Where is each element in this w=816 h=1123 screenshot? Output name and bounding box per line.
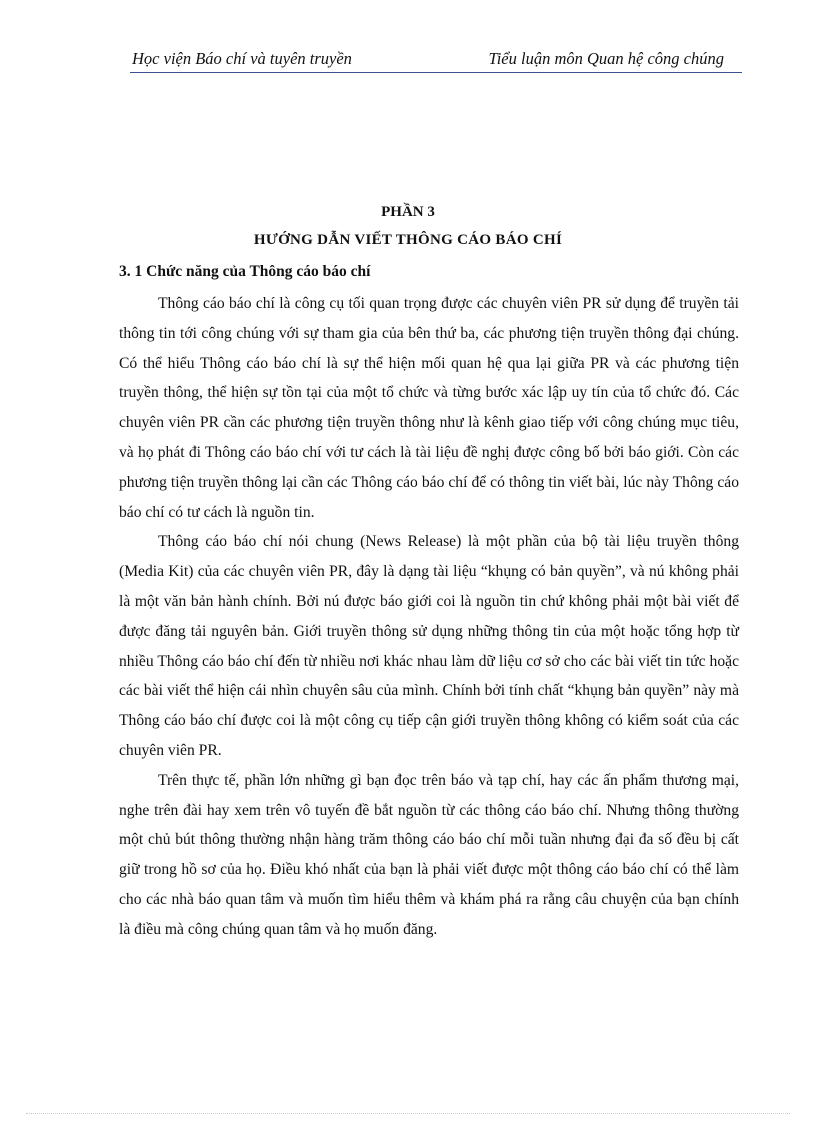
page-header: [130, 46, 742, 73]
paragraph: Trên thực tế, phần lớn những gì bạn đọc trên báo và tạp chí, hay các ấn phẩm thương mại, nghe trên đài hay xem trên vô tuyến đề bắt nguồn từ các thông cáo báo chí. Nhưng thông thường một chủ bút thông thường nhận hàng trăm thông cáo báo chí mỗi tuần nhưng đại đa số đều bị cất giữ trong hồ sơ của họ. Điều khó nhất của bạn là phải viết được một thông cáo báo chí có thể làm cho các nhà báo quan tâm và muốn tìm hiểu thêm và khám phá ra rằng câu chuyện của bạn chính là điều mà công chúng quan tâm và họ muốn đăng.: [119, 771, 739, 938]
chapter-title: HƯỚNG DẪN VIẾT THÔNG CÁO BÁO CHÍ: [253, 232, 563, 248]
part-title: PHẦN 3: [381, 204, 435, 220]
paragraph: Thông cáo báo chí nói chung (News Release) là một phần của bộ tài liệu truyền thông (Media Kit) của các chuyên viên PR, đây là dạng tài liệu “khụng có bản quyền”, và nú không phải là một văn bản hành chính. Bởi nú được báo giới coi là nguồn tin chứ không phải một bài viết để được đăng tải nguyên bản. Giới truyền thông sử dụng những thông tin của một hoặc tổng hợp từ nhiều Thông cáo báo chí đến từ nhiều nơi khác nhau làm dữ liệu cơ sở cho các bài viết tin tức hoặc các bài viết thể hiện cái nhìn chuyên sâu của mình. Chính bởi tính chất “khụng bản quyền” này mà Thông cáo báo chí được coi là một công cụ tiếp cận giới truyền thông không có kiểm soát của các chuyên viên PR.: [119, 533, 739, 759]
paragraph: Thông cáo báo chí là công cụ tối quan trọng được các chuyên viên PR sử dụng để truyền tải thông tin tới công chúng với sự tham gia của bên thứ ba, các phương tiện truyền thông đại chúng. Có thể hiểu Thông cáo báo chí là sự thể hiện mối quan hệ qua lại giữa PR và các phương tiện truyền thông, thể hiện sự tồn tại của một tổ chức và từng bước xác lập uy tín của tổ chức đó. Các chuyên viên PR cần các phương tiện truyền thông như là kênh giao tiếp với công chúng mục tiêu, và họ phát đi Thông cáo báo chí với tư cách là tài liệu đề nghị được công bố bởi báo giới. Còn các phương tiện truyền thông lại cần các Thông cáo báo chí để có thông tin viết bài, lúc này Thông cáo báo chí có tư cách là nguồn tin.: [119, 295, 739, 521]
header-course-title: Tiểu luận môn Quan hệ công chúng: [488, 49, 724, 68]
footer-divider: [26, 1113, 790, 1114]
header-institution: Học viện Báo chí và tuyên truyền: [132, 49, 352, 68]
body-text: [119, 289, 739, 945]
section-heading: 3. 1 Chức năng của Thông cáo báo chí: [119, 263, 371, 280]
